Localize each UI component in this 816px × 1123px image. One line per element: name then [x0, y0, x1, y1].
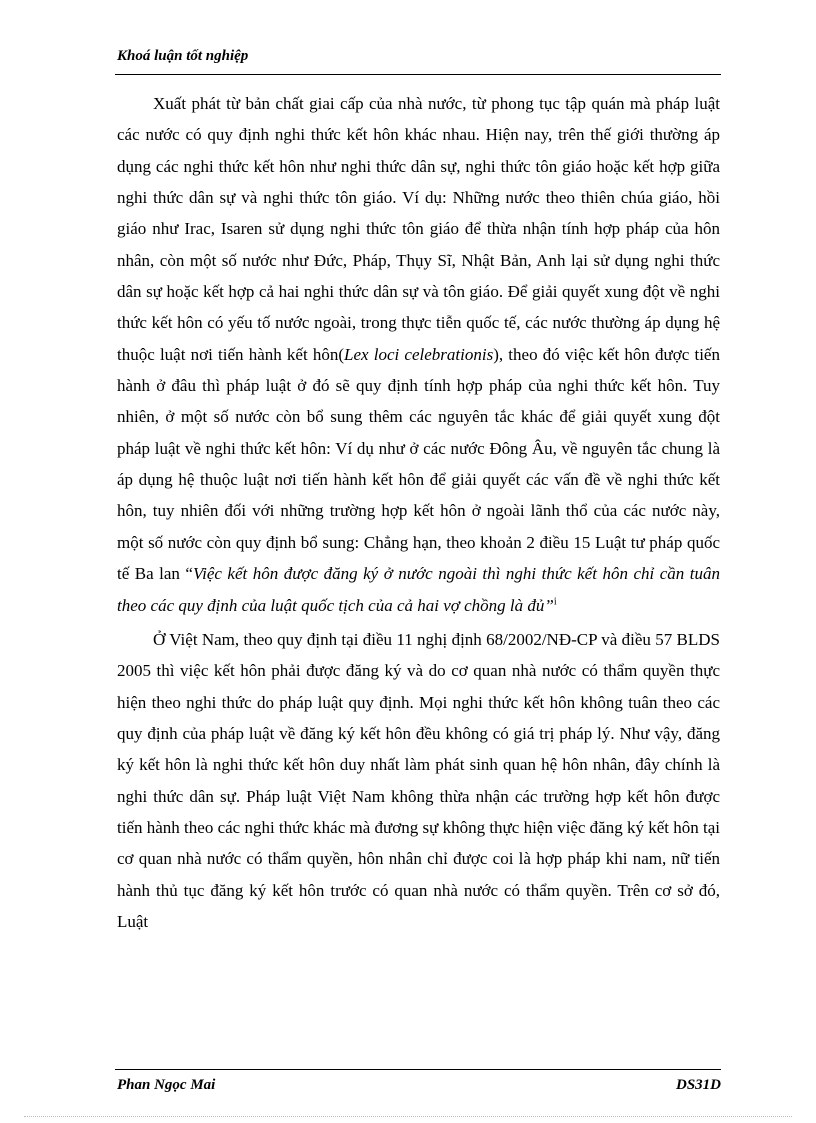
footer-divider [115, 1069, 721, 1070]
footnote-marker[interactable]: i [553, 595, 557, 607]
paragraph-1-text-a: Xuất phát từ bản chất giai cấp của nhà nước, từ phong tục tập quán mà pháp luật các nước có quy định nghi thức kết hôn khác nhau. Hiện nay, trên thế giới thường áp dụng các nghi thức kết hôn như nghi thức dân sự, nghi thức tôn giáo hoặc kết hợp giữa nghi thức dân sự và nghi thức tôn giáo. Ví dụ: Những nước theo thiên chúa giáo, hồi giáo như Irac, Isaren sử dụng nghi thức tôn giáo để thừa nhận tính hợp pháp của hôn nhân, còn một số nước như Đức, Pháp, Thụy Sĩ, Nhật Bản, Anh lại sử dụng nghi thức dân sự hoặc kết hợp cả hai nghi thức dân sự và tôn giáo. Để giải quyết xung đột về nghi thức kết hôn có yếu tố nước ngoài, trong thực tiễn quốc tế, các nước thường áp dụng hệ thuộc luật nơi tiến hành kết hôn( [117, 94, 720, 364]
page-edge-dotted-line [24, 1116, 792, 1117]
paragraph-2: Ở Việt Nam, theo quy định tại điều 11 nghị định 68/2002/NĐ-CP và điều 57 BLDS 2005 thì việc kết hôn phải được đăng ký và do cơ quan nhà nước có thẩm quyền thực hiện theo nghi thức do pháp luật quy định. Mọi nghi thức kết hôn không tuân theo các quy định của pháp luật về đăng ký kết hôn đều không có giá trị pháp lý. Như vậy, đăng ký kết hôn là nghi thức kết hôn duy nhất làm phát sinh quan hệ hôn nhân, đây chính là nghi thức dân sự. Pháp luật Việt Nam không thừa nhận các trường hợp kết hôn được tiến hành theo các nghi thức khác mà đương sự không thực hiện việc đăng ký kết hôn tại cơ quan nhà nước có thẩm quyền, hôn nhân chỉ được coi là hợp pháp khi nam, nữ tiến hành thủ tục đăng ký kết hôn trước có quan nhà nước có thẩm quyền. Trên cơ sở đó, Luật [117, 629, 720, 931]
legal-quote: Việc kết hôn được đăng ký ở nước ngoài thì nghi thức kết hôn chỉ cần tuân theo các quy định của luật quốc tịch của cả hai vợ chồng là đủ [117, 564, 721, 615]
document-body [117, 88, 720, 937]
paragraph-1-text-b: ), theo đó việc kết hôn được tiến hành ở đâu thì pháp luật ở đó sẽ quy định tính hợp pháp của nghi thức kết hôn. Tuy nhiên, ở một số nước còn bổ sung thêm các nguyên tắc khác để giải quyết xung đột pháp luật về nghi thức kết hôn: Ví dụ như ở các nước Đông Âu, về nguyên tắc chung là áp dụng hệ thuộc luật nơi tiến hành kết hôn để giải quyết các vấn đề về nghi thức kết hôn, tuy nhiên đối với những trường hợp kết hôn ở ngoài lãnh thổ của các nước này, một số nước còn quy định bổ sung: Chẳng hạn, theo khoản 2 điều 15 Luật tư pháp quốc tế Ba lan “ [117, 344, 720, 584]
paragraph-1 [117, 88, 720, 621]
quote-close-mark: ” [544, 595, 554, 615]
footer-class-code: DS31D [675, 1077, 721, 1093]
footer-author: Phan Ngọc Mai [117, 1077, 216, 1093]
latin-term: Lex loci celebrationis [344, 344, 494, 364]
header-divider [115, 74, 721, 75]
header-title: Khoá luận tốt nghiệp [117, 48, 249, 64]
